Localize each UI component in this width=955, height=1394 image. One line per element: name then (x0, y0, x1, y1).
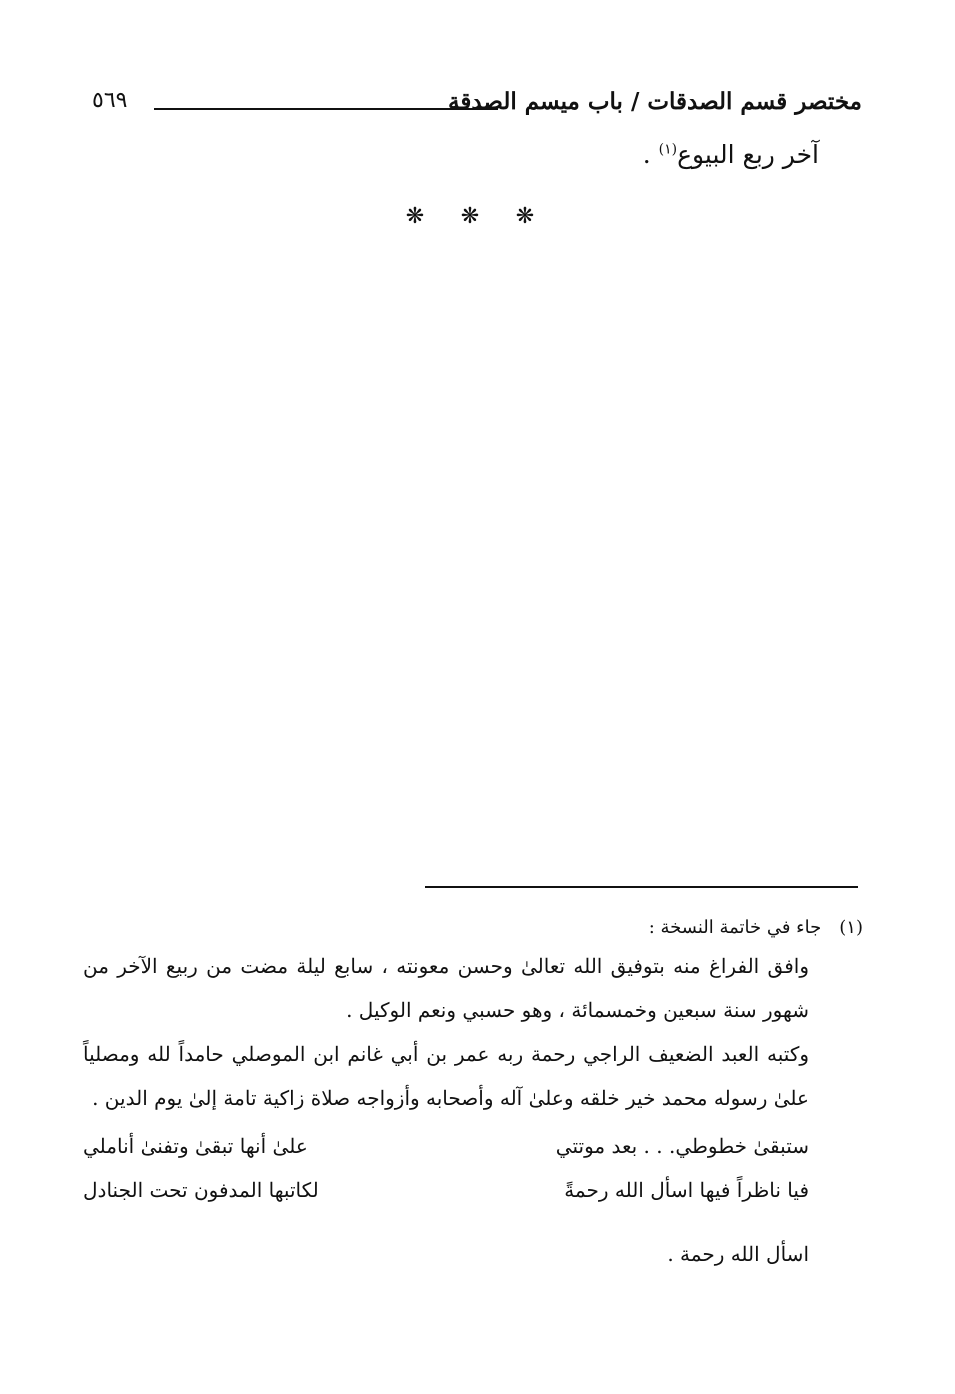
closing-line: اسأل الله رحمة . (667, 1242, 809, 1266)
footnote-block (83, 912, 863, 1274)
verse-line (83, 1168, 809, 1212)
body-text-end: . (642, 140, 659, 169)
footnote-heading (83, 912, 863, 942)
verse-second-hemistich: لكاتبها المدفون تحت الجنادل (83, 1178, 319, 1202)
header-rule (154, 108, 498, 110)
poem-verses (83, 1124, 863, 1212)
chapter-title: مختصر قسم الصدقات / باب ميسم الصدقة (448, 88, 862, 115)
footnote-intro: جاء في خاتمة النسخة : (648, 916, 822, 938)
page-number: ٥٦٩ (92, 88, 128, 113)
body-text: آخر ربع البيوع (677, 140, 819, 169)
verse-first-hemistich: ستبقىٰ خطوطي. . . بعد موتتي (555, 1134, 809, 1158)
footnote-marker: (١) (839, 916, 863, 938)
separator-star-icon: ❋ (515, 204, 535, 229)
separator-star-icon: ❋ (405, 204, 425, 229)
separator-star-icon: ❋ (460, 204, 480, 229)
footnote-rule (425, 886, 858, 888)
verse-first-hemistich: فيا ناظراً فيها اسأل الله رحمةً (564, 1178, 809, 1202)
verse-second-hemistich: علىٰ أنها تبقىٰ وتفنىٰ أناملي (83, 1134, 308, 1158)
footnote-paragraph: وافق الفراغ منه بتوفيق الله تعالىٰ وحسن معونته ، سابع ليلة مضت من ربيع الآخر من شهور سنة سبعين وخمسمائة ، وهو حسبي ونعم الوكيل . (83, 954, 809, 1022)
body-text-line (643, 140, 819, 169)
running-header (92, 84, 862, 124)
section-separator (400, 204, 540, 229)
footnote-reference: (١) (658, 141, 678, 158)
footnote-paragraph: وكتبه العبد الضعيف الراجي رحمة ربه عمر بن أبي غانم ابن الموصلي حامداً لله ومصلياً علىٰ رسوله محمد خير خلقه وعلىٰ آله وأصحابه وأزواجه صلاة زاكية تامة إلىٰ يوم الدين . (83, 1042, 809, 1110)
verse-line (83, 1124, 809, 1168)
